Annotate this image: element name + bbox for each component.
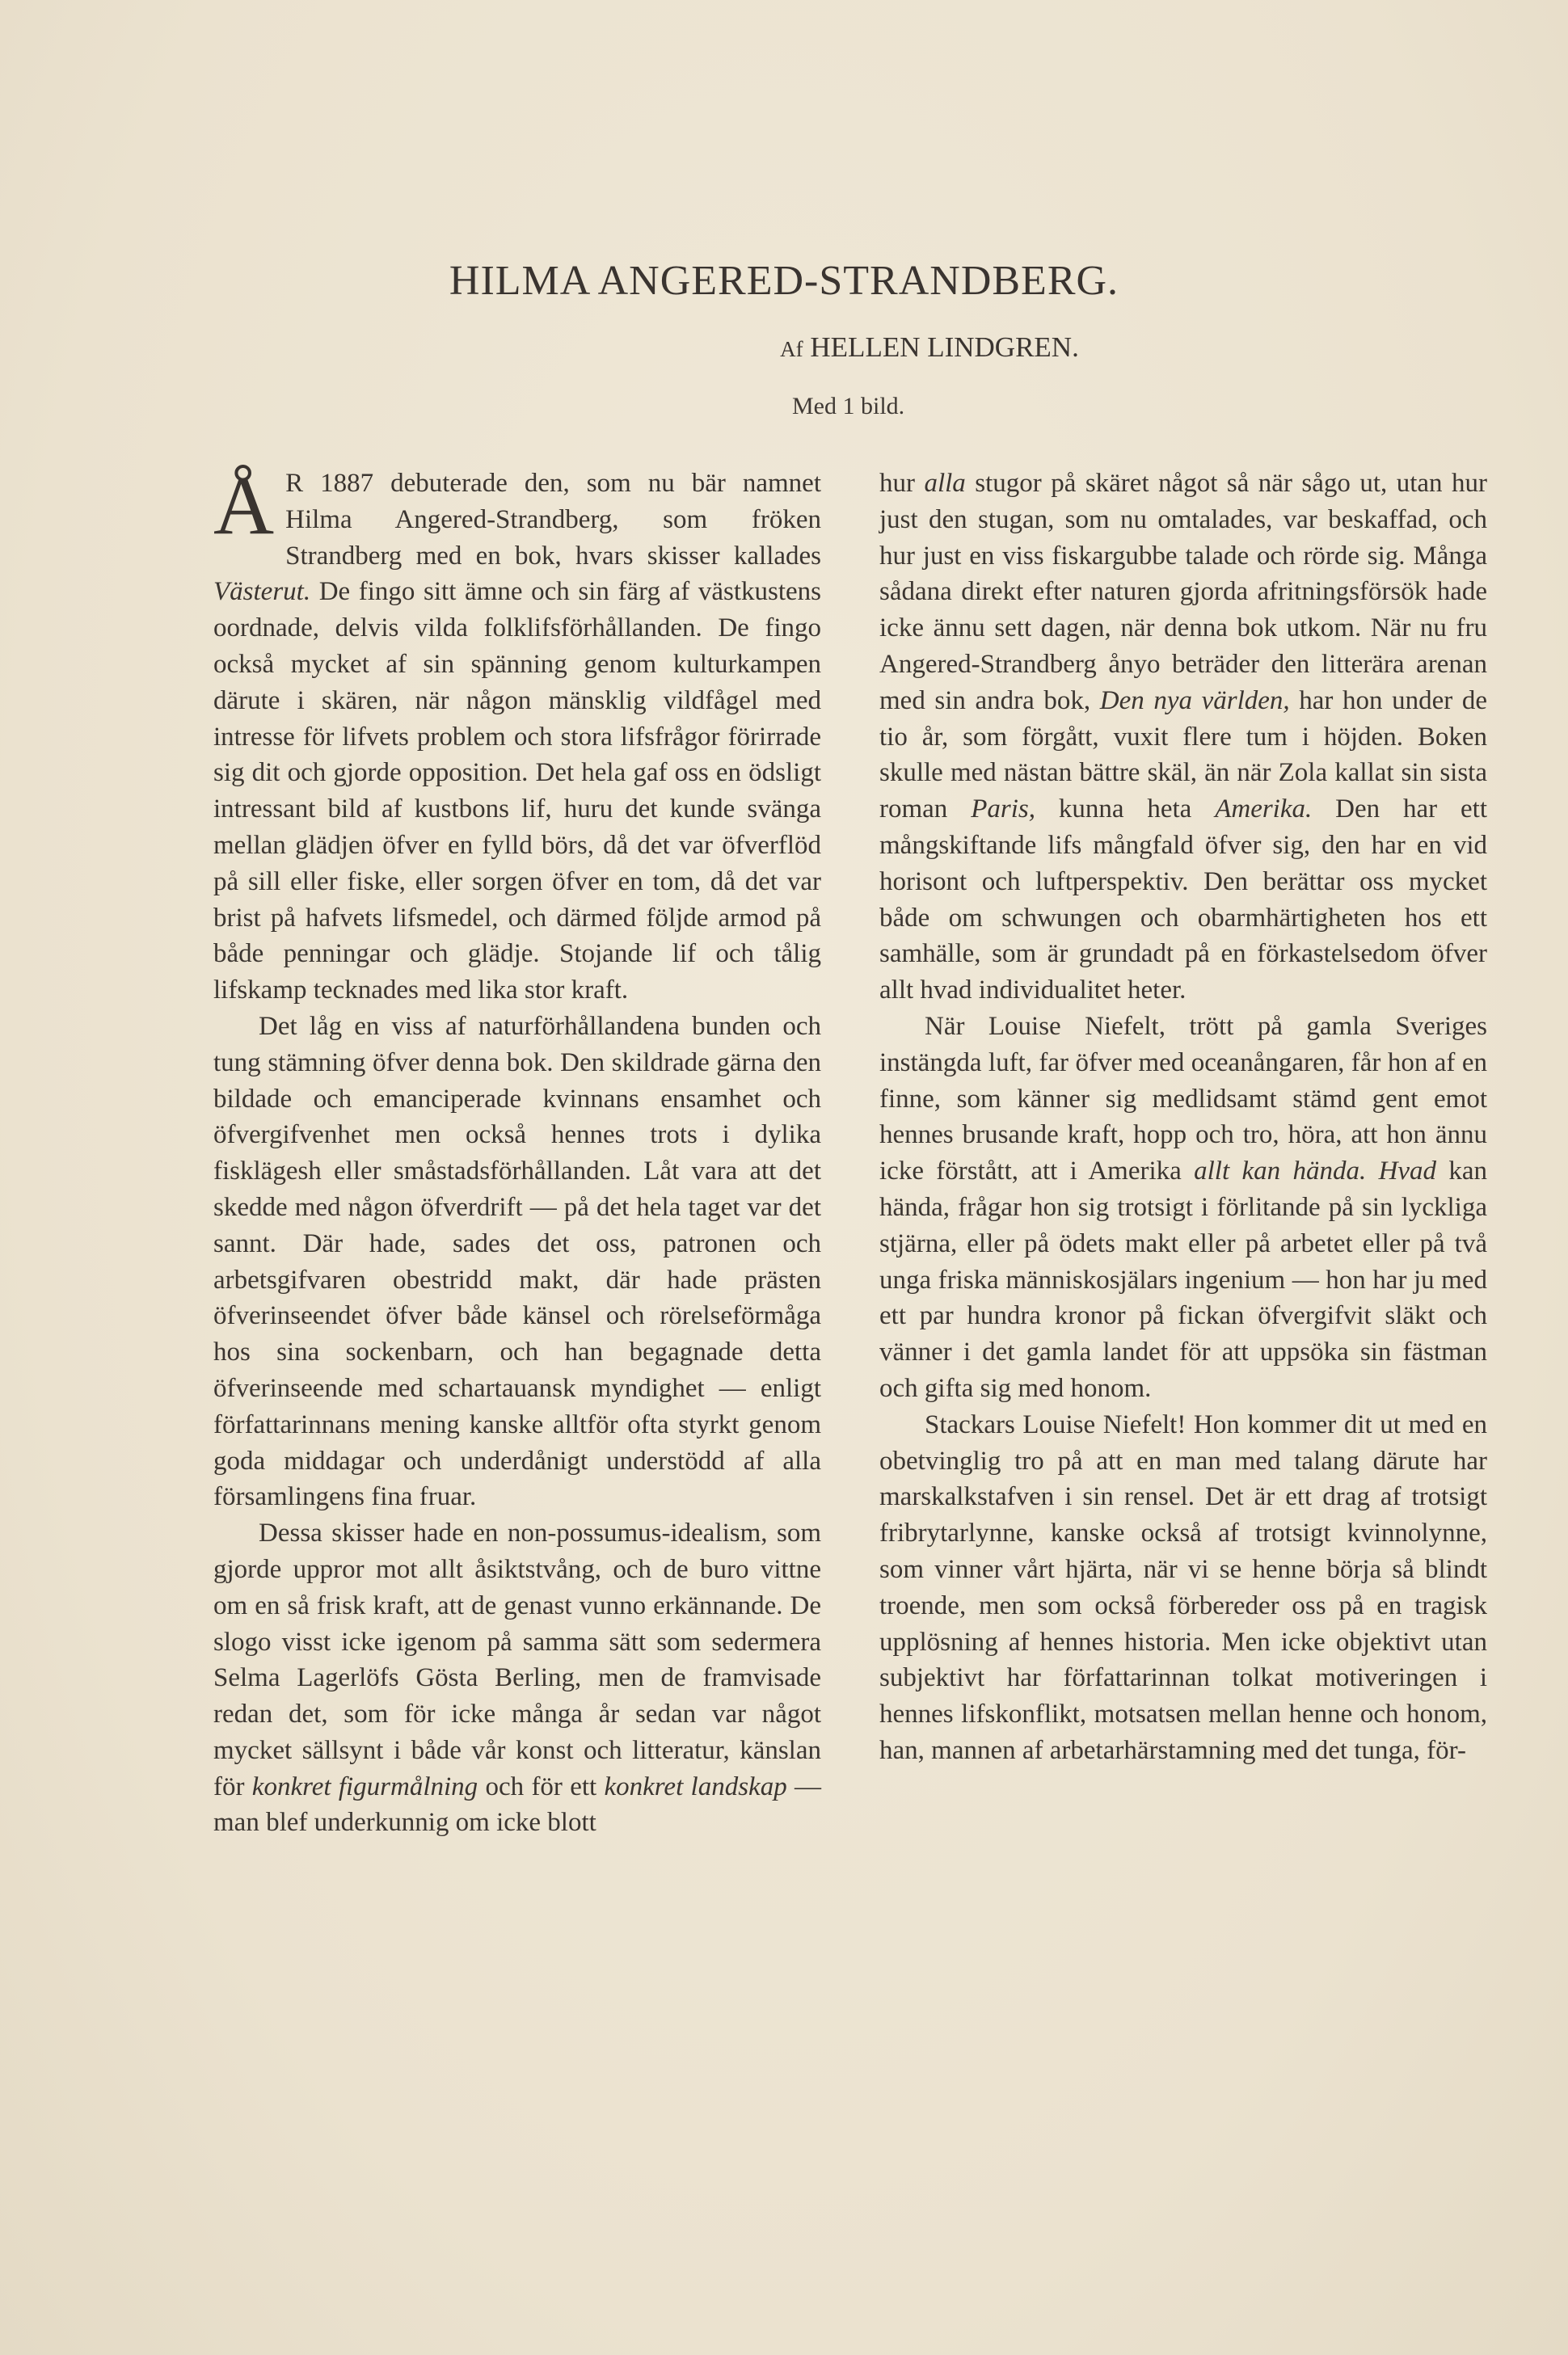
text-run: R 1887 debuterade den, som nu bär namnet Hilma Angered-Strandberg, som fröken Strandberg med en bok, hvars skisser kallades [285,469,821,571]
text-run: De fingo sitt ämne och sin färg af västkustens oordnade, delvis vilda folklifsförhållanden. De fingo också mycket af sin spänning genom kulturkampen därute i skären, när någon mänsklig vildfågel med intresse för lifvets problem och stora lifsfrågor förirrade sig dit och gjorde opposition. Det hela gaf oss en ödsligt intressant bild af kustbons lif, huru det kunde svänga mellan glädjen öfver en fylld börs, då det var öfverflöd på sill eller fiske, eller sorgen öfver en tom, då det var brist på hafvets lifsmedel, och därmed följde armod på både penningar och glädje. Stojande lif och tålig lifskamp tecknades med lika stor kraft. [213,577,821,1005]
italic-text: allt kan hända. [1194,1156,1367,1186]
text-run: och för ett [478,1772,605,1801]
text-run: kan hända, frågar hon sig trotsigt i förlitande på sin lyckliga stjärna, eller på ödets makt eller på arbetet eller på två unga friska människosjälars ingenium — hon har ju med ett par hundra kronor på fickan öfvergifvit släkt och vänner i det gamla landet för att uppsöka sin fästman och gifta sig med honom. [879,1156,1488,1403]
text-run [1366,1156,1378,1186]
text-run: kunna heta [1035,794,1216,824]
byline-author: HELLEN LINDGREN. [810,331,1079,363]
italic-text: alla [924,469,966,498]
paragraph [879,1009,1487,1407]
paragraph [213,1009,821,1515]
italic-text: konkret figurmålning [251,1772,478,1801]
paragraph [879,1407,1487,1769]
paragraph [213,459,821,1009]
text-run: När Louise Niefelt, trött på gamla Sveriges instängda luft, far öfver med oceanångaren, får hon af en finne, som känner sig medlidsamt stämd gent emot hennes brusande kraft, hopp och tro, höra, att hon ännu icke förstått, att i Amerika [879,1011,1487,1186]
drop-cap: Å [213,459,275,552]
text-run: Den har ett mångskiftande lifs mångfald öfver sig, den har en vid horisont och luftperspektiv. Den berättar oss mycket både om schwungen och obarmhärtigheten hos ett samhälle, som är grundadt på en förkastelsedom öfver allt hvad individualitet heter. [879,794,1487,1005]
italic-text: Amerika. [1215,794,1313,824]
italic-text: Västerut. [213,577,311,607]
text-run: Det låg en viss af naturförhållandena bunden och tung stämning öfver denna bok. Den skildrade gärna den bildade och emanciperade kvinnans ensamhet och öfvergifvenhet men också hennes trots i dylika fisklägesh eller småstadsförhållanden. Låt vara att det skedde med någon öfverdrift — på det hela taget var det sannt. Där hade, sades det oss, patronen och arbetsgifvaren obestridd makt, där hade prästen öfverinseendet öfver både känsel och rörelseförmåga hos sina sockenbarn, och han begagnade detta öfverinseende med schartauansk myndighet — enligt författarinnans mening kanske alltför ofta styrkt genom goda middagar och underdånigt understödd af alla församlingens fina fruar. [213,1011,821,1512]
italic-text: Paris, [971,794,1035,824]
paragraph [213,1515,821,1841]
text-run: — man blef underkunnig om icke blott [213,1772,822,1838]
byline-af: Af [780,337,803,361]
text-run: Stackars Louise Niefelt! Hon kommer dit ut med en obetvinglig tro på att en man med talang därute har marskalkstafven i sin rensel. Det är ett drag af trotsigt fribrytarlynne, kanske också af trotsigt kvinnolynne, som vinner vårt hjärta, när vi se henne börja så blindt troende, men som också förbereder oss på en tragisk upplösning af hennes historia. Men icke objektivt utan subjektivt har författarinnan tolkat motiveringen i hennes lifskonflikt, motsatsen mellan henne och honom, han, mannen af arbetarhärstamning med det tunga, för- [879,1409,1487,1765]
right-column [879,466,1487,1769]
image-note: Med 1 bild. [792,393,905,419]
italic-text: Hvad [1378,1156,1437,1186]
left-column [213,459,822,1841]
italic-text: konkret landskap [604,1772,787,1801]
paragraph [879,466,1487,1009]
byline [0,331,1568,364]
text-run: hur [879,469,925,498]
article-title: HILMA ANGERED-STRANDBERG. [449,258,1119,304]
text-run: Dessa skisser hade en non-possumus-idealism, som gjorde uppror mot allt åsiktstvång, och de buro vittne om en så frisk kraft, att de genast vunno erkännande. De slogo visst icke igenom på samma sätt som sedermera Selma Lagerlöfs Gösta Berling, men de framvisade redan det, som för icke många år sedan var något mycket sällsynt i både vår konst och litteratur, känslan för [213,1519,821,1801]
italic-text: Den nya världen, [1099,685,1290,715]
text-run: stugor på skäret något så när sågo ut, utan hur just den stugan, som nu omtalades, var beskaffad, och hur just en viss fiskargubbe talade och rörde sig. Många sådana direkt efter naturen gjorda afritningsförsök hade icke ännu sett dagen, när denna bok utkom. När nu fru Angered-Strandberg ånyo beträder den litterära arenan med sin andra bok, [879,469,1487,715]
text-run: har hon under de tio år, som förgått, vuxit flere tum i höjden. Boken skulle med nästan bättre skäl, än när Zola kallat sin sista roman [879,685,1488,824]
